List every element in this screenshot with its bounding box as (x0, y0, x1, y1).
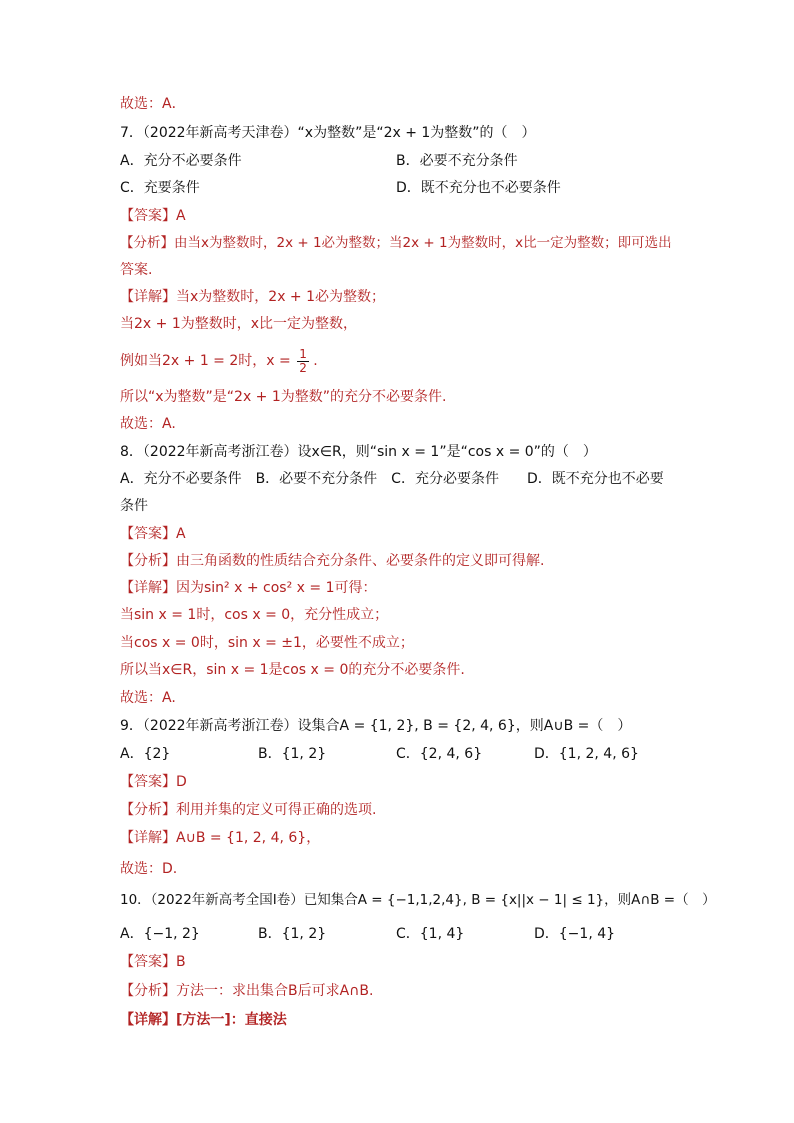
q10-analysis: 【分析】方法一：求出集合B后可求A∩B. (120, 983, 374, 999)
q10-option-d: D．{−1, 4} (534, 926, 616, 942)
answer-line: 故选：A． (120, 96, 186, 112)
question-7: 7．（2022年新高考天津卷）“x为整数”是“2x + 1为整数”的（ ） (120, 125, 536, 141)
q7-detail-1: 【详解】当x为整数时，2x + 1必为整数； (120, 289, 386, 305)
fraction-numerator: 1 (299, 346, 307, 361)
q7-answer: 【答案】A (120, 208, 186, 224)
question-9: 9．（2022年新高考浙江卷）设集合A = {1, 2}, B = {2, 4, 6}，则A∪B =（ ） (120, 718, 632, 734)
q10-option-c: C．{1, 4} (396, 926, 465, 942)
q7-analysis: 【分析】由当x为整数时，2x + 1必为整数；当2x + 1为整数时，x比一定为整数；即可选出 (120, 235, 672, 251)
q9-conclusion: 故选：D. (120, 861, 178, 877)
q8-detail-2: 当sin x = 1时，cos x = 0，充分性成立； (120, 607, 389, 623)
q7-detail-2: 当2x + 1为整数时，x比一定为整数， (120, 316, 358, 332)
q7-analysis-cont: 答案. (120, 262, 153, 278)
q7-detail-3-end: . (313, 353, 318, 369)
q8-conclusion: 故选：A. (120, 690, 176, 706)
q8-analysis: 【分析】由三角函数的性质结合充分条件、必要条件的定义即可得解. (120, 553, 545, 569)
q7-detail-3-text: 例如当2x + 1 = 2时，x = (120, 353, 291, 369)
q7-option-c: C．充要条件 (120, 180, 200, 196)
q7-option-d: D．既不充分也不必要条件 (396, 180, 561, 196)
q8-options: A．充分不必要条件 B．必要不充分条件 C．充分必要条件 D．既不充分也不必要 (120, 471, 664, 487)
q9-answer: 【答案】D (120, 774, 187, 790)
q9-option-b: B．{1, 2} (258, 746, 327, 762)
q9-detail: 【详解】A∪B = {1, 2, 4, 6}， (120, 830, 321, 846)
q9-option-a: A．{2} (120, 746, 171, 762)
q7-conclusion: 故选：A. (120, 416, 176, 432)
fraction-denominator: 2 (299, 360, 307, 375)
q10-answer: 【答案】B (120, 954, 186, 970)
q10-detail: 【详解】[方法一]：直接法 (120, 1012, 287, 1028)
q7-option-a: A．充分不必要条件 (120, 153, 242, 169)
q8-detail-4: 所以当x∈R，sin x = 1是cos x = 0的充分不必要条件. (120, 662, 465, 678)
q9-option-d: D．{1, 2, 4, 6} (534, 746, 639, 762)
fraction (297, 348, 309, 375)
q10-option-b: B．{1, 2} (258, 926, 327, 942)
q7-detail-3 (120, 346, 318, 376)
q8-options-cont: 条件 (120, 498, 148, 514)
q7-option-b: B．必要不充分条件 (396, 153, 518, 169)
q8-detail-1: 【详解】因为sin² x + cos² x = 1可得： (120, 580, 377, 596)
q8-detail-3: 当cos x = 0时，sin x = ±1，必要性不成立； (120, 635, 414, 651)
q7-detail-4: 所以“x为整数”是“2x + 1为整数”的充分不必要条件. (120, 389, 447, 405)
q9-analysis: 【分析】利用并集的定义可得正确的选项. (120, 802, 377, 818)
question-10: 10．（2022年新高考全国I卷）已知集合A = {−1,1,2,4}, B = {x||x − 1| ≤ 1}，则A∩B =（ ） (120, 892, 716, 908)
question-8: 8．（2022年新高考浙江卷）设x∈R，则“sin x = 1”是“cos x = 0”的（ ） (120, 444, 597, 460)
q8-answer: 【答案】A (120, 526, 186, 542)
q9-option-c: C．{2, 4, 6} (396, 746, 483, 762)
q10-option-a: A．{−1, 2} (120, 926, 200, 942)
